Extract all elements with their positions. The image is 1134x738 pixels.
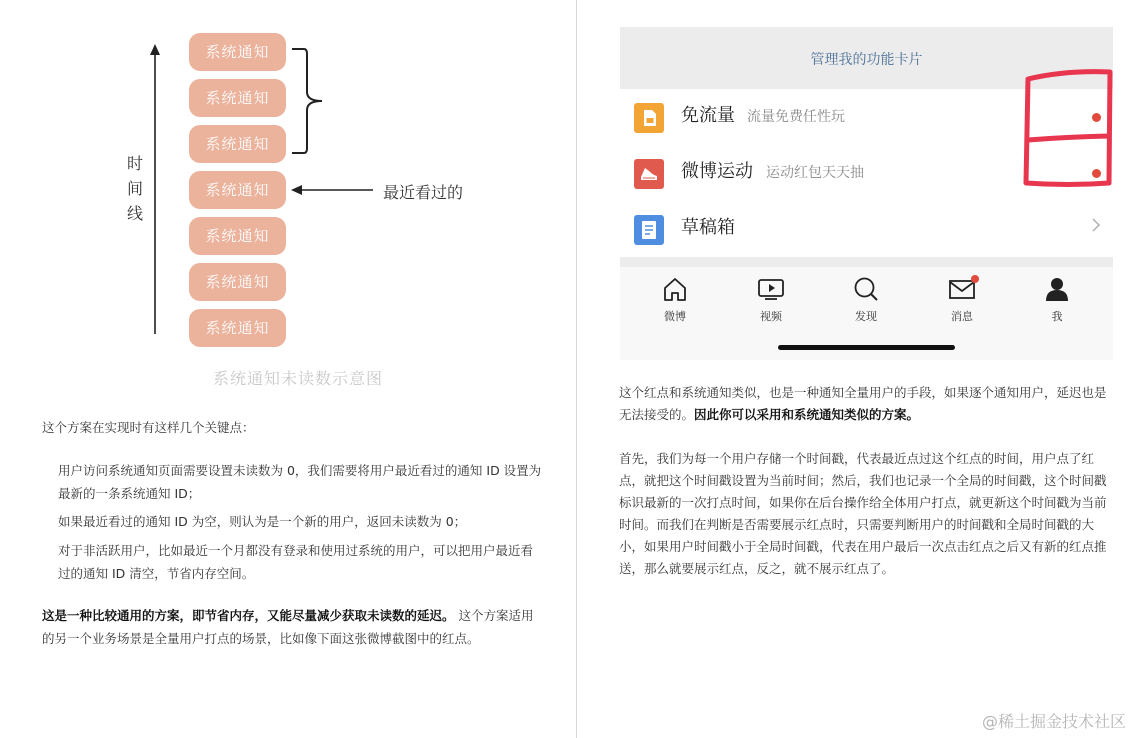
curly-brace xyxy=(290,46,330,156)
recent-pointer-arrow xyxy=(291,183,375,197)
watermark: @稀土掘金技术社区 xyxy=(981,712,1126,731)
notification-box: 系统通知 xyxy=(189,33,286,71)
item-title: 草稿箱 xyxy=(681,217,735,238)
key-point: 对于非活跃用户，比如最近一个月都没有登录和使用过系统的用户，可以把用户最近看过的通知 ID 清空，节省内存空间。 xyxy=(58,543,534,581)
sneaker-icon xyxy=(634,159,664,189)
bottom-tab-bar xyxy=(620,267,1113,360)
message-badge-dot xyxy=(971,275,979,283)
notification-box: 系统通知 xyxy=(189,79,286,117)
timestamp-text-b: 而我们在判断是否需要展示红点时，只需要判断用户的时间戳和全局时间戳的大小，如果用户时间戳小于全局时间戳，代表在用户最后一次点击红点之后又有新的红点推送，那么就要展示红点，反之，就不展示红点了。 xyxy=(619,517,1107,576)
tab-messages[interactable] xyxy=(932,275,992,324)
page-divider xyxy=(576,0,577,738)
person-icon xyxy=(1043,275,1071,303)
chevron-right-icon xyxy=(1091,217,1101,238)
notification-box: 系统通知 xyxy=(189,263,286,301)
unread-count-diagram xyxy=(0,0,576,395)
tab-weibo[interactable] xyxy=(645,275,705,324)
tv-icon xyxy=(757,275,785,303)
timestamp-text-a: 首先，我们为每一个用户存储一个时间戳，代表最近点过这个红点的时间，用户点了红点，就把这个时间戳设置为当前时间；然后，我们也记录一个全局的时间戳，这个时间戳标识最新的一次打点时间，如果你在后台操作给全体用户打点，就更新这个时间戳为当前时间。 xyxy=(619,451,1107,532)
red-dot-bold: 因此你可以采用和系统通知类似的方案。 xyxy=(694,407,920,422)
tab-label: 视频 xyxy=(760,310,782,323)
section-gap xyxy=(620,257,1113,267)
item-title: 免流量 xyxy=(681,105,735,126)
key-point: 如果最近看过的通知 ID 为空，则认为是一个新的用户，返回未读数为 0； xyxy=(58,514,467,529)
recent-label: 最近看过的 xyxy=(383,183,464,202)
search-icon xyxy=(852,275,880,303)
tab-video[interactable] xyxy=(741,275,801,324)
item-subtitle: 运动红包天天抽 xyxy=(766,165,864,181)
handwritten-marker-annotation xyxy=(1018,65,1118,193)
timestamp-paragraph xyxy=(619,448,1115,580)
notification-box: 系统通知 xyxy=(189,125,286,163)
red-dot-paragraph xyxy=(619,382,1115,426)
red-dot-text: 这个红点和系统通知类似，也是一种通知全量用户的手段，如果逐个通知用户，延迟也是无法接受的。 xyxy=(619,385,1107,422)
mail-icon xyxy=(948,275,976,303)
tab-label: 微博 xyxy=(664,310,686,323)
tab-label: 消息 xyxy=(951,310,973,323)
notification-box-recent: 系统通知 xyxy=(189,171,286,209)
intro-text: 这个方案在实现时有这样几个关键点： xyxy=(42,420,255,435)
tab-discover[interactable] xyxy=(836,275,896,324)
item-subtitle: 流量免费任性玩 xyxy=(747,109,845,125)
summary-paragraph xyxy=(42,604,542,650)
home-icon xyxy=(661,275,689,303)
item-title: 微博运动 xyxy=(681,161,753,182)
tab-me[interactable] xyxy=(1027,275,1087,324)
tab-label: 我 xyxy=(1051,310,1063,323)
diagram-caption: 系统通知未读数示意图 xyxy=(212,369,383,388)
key-point: 用户访问系统通知页面需要设置未读数为 0，我们需要将用户最近看过的通知 ID 设置为最新的一条系统通知 ID； xyxy=(58,463,542,501)
tab-label: 发现 xyxy=(855,310,877,323)
draft-icon xyxy=(634,215,664,245)
notification-box: 系统通知 xyxy=(189,217,286,255)
list-item-drafts[interactable] xyxy=(620,201,1113,257)
timeline-label: 时间线 xyxy=(126,154,143,223)
home-indicator xyxy=(778,345,955,350)
summary-rest: 这个方案适用的另一个业务场景是全量用户打点的场景，比如像下面这张微博截图中的红点。 xyxy=(42,608,534,646)
summary-bold: 这是一种比较通用的方案，即节省内存，又能尽量减少获取未读数的延迟。 xyxy=(42,608,455,623)
timeline-arrow xyxy=(145,44,165,336)
sim-card-icon xyxy=(634,103,664,133)
manage-cards-header[interactable]: 管理我的功能卡片 xyxy=(620,27,1113,89)
notification-box: 系统通知 xyxy=(189,309,286,347)
